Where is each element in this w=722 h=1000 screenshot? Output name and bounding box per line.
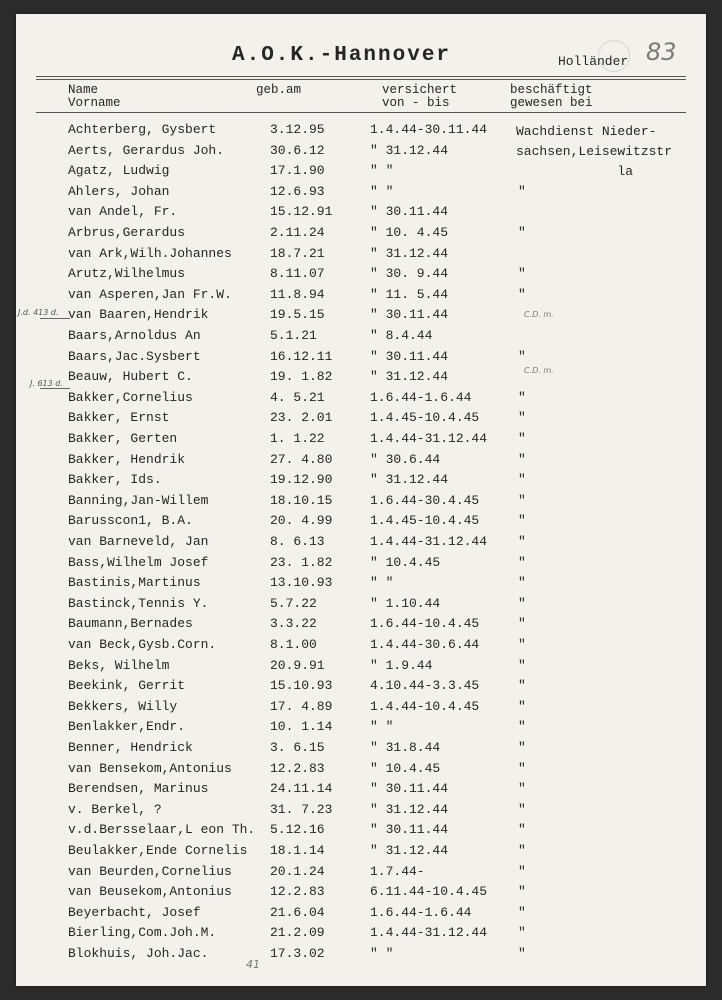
employer-ditto: "	[518, 781, 526, 797]
person-name: Arutz,Wilhelmus	[68, 266, 186, 282]
employer-ditto: "	[518, 534, 526, 549]
birth-date: 12.2.83	[270, 760, 325, 776]
person-name: Beauw, Hubert C.	[68, 369, 193, 385]
table-row	[16, 905, 706, 925]
table-row	[16, 246, 706, 266]
person-name: Bastinck,Tennis Y.	[68, 595, 209, 611]
insured-period: 1.4.44-10.4.45	[370, 698, 480, 714]
birth-date: 4. 5.21	[270, 389, 325, 405]
person-name: Bakker, Gerten	[68, 431, 178, 446]
annotation-mark-2: C.D. m.	[524, 366, 554, 375]
insured-period: 1.4.45-10.4.45	[370, 513, 480, 529]
insured-period: 1.6.44-1.6.44	[370, 389, 472, 405]
margin-stroke-1	[40, 318, 70, 319]
table-row	[16, 349, 706, 369]
employer-ditto: "	[518, 925, 526, 941]
employer-ditto: "	[518, 616, 526, 632]
employer-ditto: "	[518, 946, 526, 961]
employer-ditto: "	[518, 410, 526, 426]
birth-date: 8. 6.13	[270, 534, 325, 549]
margin-note-2: J. 613 d.	[30, 379, 63, 388]
person-name: Achterberg, Gysbert	[68, 122, 217, 137]
document-page	[16, 14, 706, 986]
table-row	[16, 802, 706, 822]
insured-period: " 30.11.44	[370, 307, 449, 323]
employer-ditto: "	[518, 637, 526, 652]
table-row	[16, 307, 706, 327]
birth-date: 30.6.12	[270, 142, 325, 158]
birth-date: 21.6.04	[270, 904, 325, 920]
table-row	[16, 555, 706, 575]
header-insured-line1: versichert	[382, 83, 458, 97]
insured-period: 6.11.44-10.4.45	[370, 884, 488, 900]
person-name: van Beurden,Cornelius	[68, 863, 232, 879]
table-row	[16, 513, 706, 533]
table-row	[16, 184, 706, 204]
table-row	[16, 761, 706, 781]
employer-ditto: "	[518, 389, 526, 405]
table-row	[16, 204, 706, 224]
person-name: Bekkers, Willy	[68, 698, 178, 714]
person-name: Bierling,Com.Joh.M.	[68, 925, 217, 941]
employer-ditto: "	[518, 266, 526, 282]
header-employed	[510, 84, 593, 110]
table-row	[16, 864, 706, 884]
person-name: Beyerbacht, Josef	[68, 904, 201, 920]
employer-ditto: "	[518, 472, 526, 488]
birth-date: 2.11.24	[270, 225, 325, 240]
person-name: Blokhuis, Joh.Jac.	[68, 946, 209, 961]
birth-date: 20.9.91	[270, 657, 325, 673]
birth-date: 8.11.07	[270, 266, 325, 282]
person-name: v.d.Bersselaar,L eon Th.	[68, 822, 256, 838]
table-row	[16, 287, 706, 307]
employer-ditto: "	[518, 904, 526, 920]
person-name: van Baaren,Hendrik	[68, 307, 209, 323]
insured-period: 1.6.44-1.6.44	[370, 904, 472, 920]
person-name: v. Berkel, ?	[68, 801, 162, 817]
birth-date: 11.8.94	[270, 286, 325, 302]
header-rule-top-2	[36, 79, 686, 80]
table-row	[16, 328, 706, 348]
table-row	[16, 699, 706, 719]
insured-period: " 1.10.44	[370, 595, 441, 611]
margin-note-1: J.d. 413 d.	[18, 308, 59, 317]
insured-period: " 11. 5.44	[370, 286, 449, 302]
birth-date: 17.1.90	[270, 163, 325, 179]
header-insured-line2: von - bis	[382, 96, 450, 110]
employer-ditto: "	[518, 719, 526, 735]
insured-period: 1.4.45-10.4.45	[370, 410, 480, 426]
birth-date: 12.2.83	[270, 884, 325, 900]
header-rule-top	[36, 76, 686, 77]
birth-date: 18.10.15	[270, 492, 333, 508]
table-row	[16, 781, 706, 801]
insured-period: 1.4.44-31.12.44	[370, 534, 488, 549]
birth-date: 19. 1.82	[270, 369, 333, 385]
insured-period: 1.4.44-30.6.44	[370, 637, 480, 652]
birth-date: 15.12.91	[270, 204, 333, 220]
table-row	[16, 658, 706, 678]
footer-mark: 41	[246, 958, 260, 971]
table-row	[16, 884, 706, 904]
person-name: van Beck,Gysb.Corn.	[68, 637, 217, 652]
table-row	[16, 822, 706, 842]
employer-ditto: "	[518, 863, 526, 879]
insured-period: " "	[370, 575, 394, 591]
employer-ditto: "	[518, 698, 526, 714]
birth-date: 19.5.15	[270, 307, 325, 323]
birth-date: 1. 1.22	[270, 431, 325, 446]
birth-date: 24.11.14	[270, 781, 333, 797]
insured-period: " 30.11.44	[370, 348, 449, 364]
table-row	[16, 431, 706, 451]
insured-period: 4.10.44-3.3.45	[370, 678, 480, 694]
table-row	[16, 740, 706, 760]
insured-period: " 30.11.44	[370, 822, 449, 838]
table-row	[16, 843, 706, 863]
person-name: Baars,Jac.Sysbert	[68, 348, 201, 364]
birth-date: 27. 4.80	[270, 451, 333, 467]
insured-period: 1.4.44-31.12.44	[370, 431, 488, 446]
person-name: van Beusekom,Antonius	[68, 884, 232, 900]
employer-note: Wachdienst Nieder- sachsen,Leisewitzstr la	[516, 124, 673, 179]
employer-ditto: "	[518, 595, 526, 611]
person-name: Aerts, Gerardus Joh.	[68, 142, 225, 158]
person-name: van Asperen,Jan Fr.W.	[68, 286, 232, 302]
header-name-line2: Vorname	[68, 96, 121, 110]
table-row	[16, 472, 706, 492]
insured-period: " 31.12.44	[370, 843, 449, 858]
person-name: Berendsen, Marinus	[68, 781, 209, 797]
insured-period: " 31.12.44	[370, 369, 449, 385]
birth-date: 20. 4.99	[270, 513, 333, 529]
insured-period: 1.6.44-10.4.45	[370, 616, 480, 632]
insured-period: " 30.6.44	[370, 451, 441, 467]
employer-ditto: "	[518, 801, 526, 817]
table-row	[16, 616, 706, 636]
insured-period: " 8.4.44	[370, 328, 433, 343]
employer-ditto: "	[518, 760, 526, 776]
birth-date: 12.6.93	[270, 183, 325, 199]
employer-ditto: "	[518, 431, 526, 446]
birth-date: 15.10.93	[270, 678, 333, 694]
handwritten-page-number: 83	[646, 38, 677, 66]
person-name: Beks, Wilhelm	[68, 657, 170, 673]
birth-date: 3.3.22	[270, 616, 317, 632]
birth-date: 8.1.00	[270, 637, 317, 652]
table-row	[16, 596, 706, 616]
employer-ditto: "	[518, 513, 526, 529]
person-name: Bastinis,Martinus	[68, 575, 201, 591]
birth-date: 19.12.90	[270, 472, 333, 488]
table-row	[16, 925, 706, 945]
header-birth: geb.am	[256, 83, 302, 97]
insured-period: " 1.9.44	[370, 657, 433, 673]
header-employed-line2: gewesen bei	[510, 96, 593, 110]
birth-date: 17. 4.89	[270, 698, 333, 714]
employer-ditto: "	[518, 822, 526, 838]
birth-date: 21.2.09	[270, 925, 325, 941]
header-employed-line1: beschäftigt	[510, 83, 593, 97]
insured-period: " "	[370, 946, 394, 961]
person-name: van Andel, Fr.	[68, 204, 178, 220]
person-name: Benlakker,Endr.	[68, 719, 186, 735]
header-name-line1: Name	[68, 83, 99, 97]
table-row	[16, 637, 706, 657]
table-row	[16, 225, 706, 245]
insured-period: " 31.12.44	[370, 472, 449, 488]
insured-period: " "	[370, 183, 394, 199]
document-title: A.O.K.-Hannover	[232, 44, 452, 67]
person-name: van Barneveld, Jan	[68, 534, 209, 549]
table-row	[16, 946, 706, 966]
birth-date: 10. 1.14	[270, 719, 333, 735]
employer-ditto: "	[518, 843, 526, 858]
insured-period: " 30.11.44	[370, 204, 449, 220]
insured-period: 1.4.44-30.11.44	[370, 122, 488, 137]
annotation-mark-1: C.D. m.	[524, 310, 554, 319]
employer-ditto: "	[518, 286, 526, 302]
table-row	[16, 452, 706, 472]
person-name: Bass,Wilhelm Josef	[68, 554, 209, 570]
person-name: Ahlers, Johan	[68, 183, 170, 199]
employer-ditto: "	[518, 575, 526, 591]
birth-date: 18.1.14	[270, 843, 325, 858]
person-name: Agatz, Ludwig	[68, 163, 170, 179]
insured-period: " "	[370, 163, 394, 179]
employer-ditto: "	[518, 554, 526, 570]
insured-period: 1.7.44-	[370, 863, 425, 879]
person-name: Banning,Jan-Willem	[68, 492, 209, 508]
birth-date: 5.12.16	[270, 822, 325, 838]
birth-date: 13.10.93	[270, 575, 333, 591]
table-row	[16, 719, 706, 739]
birth-date: 17.3.02	[270, 946, 325, 961]
person-name: Baars,Arnoldus An	[68, 328, 201, 343]
person-name: Bakker,Cornelius	[68, 389, 193, 405]
birth-date: 23. 1.82	[270, 554, 333, 570]
insured-period: " 10.4.45	[370, 760, 441, 776]
birth-date: 18.7.21	[270, 245, 325, 261]
birth-date: 31. 7.23	[270, 801, 333, 817]
table-row	[16, 493, 706, 513]
header-rule-bottom	[36, 112, 686, 113]
insured-period: " 31.12.44	[370, 245, 449, 261]
nationality-label: Holländer	[558, 54, 629, 69]
insured-period: 1.4.44-31.12.44	[370, 925, 488, 941]
birth-date: 16.12.11	[270, 348, 333, 364]
insured-period: " 31.12.44	[370, 142, 449, 158]
person-name: Beekink, Gerrit	[68, 678, 186, 694]
birth-date: 5.7.22	[270, 595, 317, 611]
insured-period: " 10.4.45	[370, 554, 441, 570]
header-name	[68, 84, 121, 110]
person-name: Bakker, Ids.	[68, 472, 162, 488]
birth-date: 3. 6.15	[270, 740, 325, 755]
person-name: van Bensekom,Antonius	[68, 760, 232, 776]
header-insured	[382, 84, 457, 110]
employer-ditto: "	[518, 348, 526, 364]
table-row	[16, 410, 706, 430]
insured-period: " 10. 4.45	[370, 225, 449, 240]
employer-ditto: "	[518, 678, 526, 694]
table-row	[16, 575, 706, 595]
insured-period: 1.6.44-30.4.45	[370, 492, 480, 508]
insured-period: " 31.8.44	[370, 740, 441, 755]
person-name: Bakker, Hendrik	[68, 451, 186, 467]
birth-date: 3.12.95	[270, 122, 325, 137]
person-name: Bakker, Ernst	[68, 410, 170, 426]
employer-ditto: "	[518, 740, 526, 755]
birth-date: 20.1.24	[270, 863, 325, 879]
employer-ditto: "	[518, 183, 526, 199]
person-name: Beulakker,Ende Cornelis	[68, 843, 248, 858]
birth-date: 23. 2.01	[270, 410, 333, 426]
insured-period: " 31.12.44	[370, 801, 449, 817]
person-name: Baumann,Bernades	[68, 616, 193, 632]
table-row	[16, 678, 706, 698]
table-row	[16, 534, 706, 554]
birth-date: 5.1.21	[270, 328, 317, 343]
insured-period: " "	[370, 719, 394, 735]
employer-ditto: "	[518, 225, 526, 240]
employer-ditto: "	[518, 884, 526, 900]
table-row	[16, 369, 706, 389]
employer-ditto: "	[518, 657, 526, 673]
employer-ditto: "	[518, 451, 526, 467]
employer-ditto: "	[518, 492, 526, 508]
person-name: van Ark,Wilh.Johannes	[68, 245, 232, 261]
person-name: Arbrus,Gerardus	[68, 225, 186, 240]
insured-period: " 30.11.44	[370, 781, 449, 797]
table-row	[16, 390, 706, 410]
table-row	[16, 266, 706, 286]
person-name: Benner, Hendrick	[68, 740, 193, 755]
margin-stroke-2	[40, 388, 70, 389]
person-name: Barusscon1, B.A.	[68, 513, 193, 529]
insured-period: " 30. 9.44	[370, 266, 449, 282]
